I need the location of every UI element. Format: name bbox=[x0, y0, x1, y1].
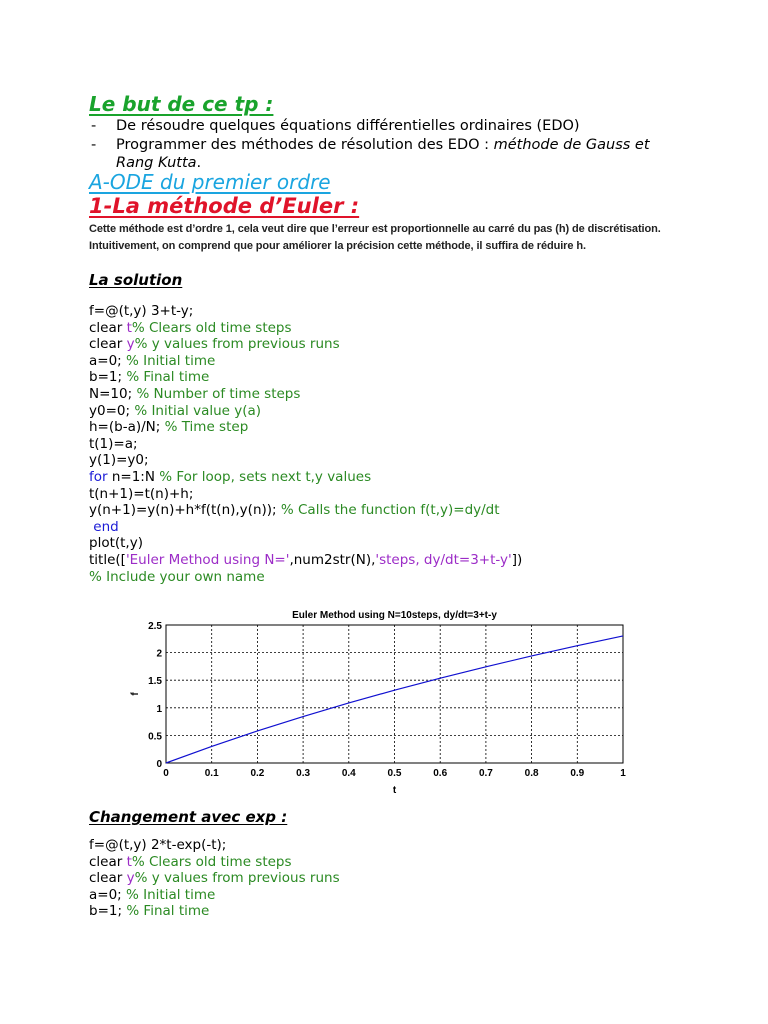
y-tick-label: 2.5 bbox=[148, 621, 162, 632]
code-token: for bbox=[89, 468, 108, 485]
code-line bbox=[89, 552, 522, 569]
code-line bbox=[89, 870, 340, 887]
code-token: t bbox=[126, 319, 132, 336]
code-line bbox=[89, 320, 522, 337]
code-token: f=@(t,y) 3+t-y; bbox=[89, 303, 194, 319]
code-line bbox=[89, 303, 522, 320]
goal-item-1: - De résoudre quelques équations différentielles ordinaires (EDO) bbox=[91, 118, 580, 134]
code-token: % y values from previous runs bbox=[134, 870, 340, 887]
x-tick-label: 0.9 bbox=[570, 768, 585, 779]
code-token: a=0; bbox=[89, 352, 127, 369]
euler-chart bbox=[118, 604, 638, 794]
y-tick-label: 0.5 bbox=[148, 731, 162, 743]
code-token: y(n+1)=y(n)+h*f(t(n),y(n)); bbox=[89, 502, 281, 519]
code-line bbox=[89, 469, 522, 486]
code-token: % Time step bbox=[164, 419, 249, 436]
code-line bbox=[89, 519, 522, 536]
code-token: t(1)=a; bbox=[89, 435, 138, 452]
section-euler-heading: 1-La méthode d’Euler : bbox=[89, 194, 360, 218]
code-line bbox=[89, 369, 522, 386]
code-line bbox=[89, 854, 340, 871]
code-line bbox=[89, 569, 522, 586]
code-token: % Final time bbox=[126, 369, 210, 386]
code-line bbox=[89, 452, 522, 469]
code-block-euler bbox=[89, 303, 522, 585]
code-line bbox=[89, 336, 522, 353]
code-token: ]) bbox=[511, 551, 523, 568]
x-tick-label: 0.6 bbox=[433, 768, 448, 779]
solution-heading: La solution bbox=[89, 271, 183, 289]
code-token: f=@(t,y) 2*t-exp(-t); bbox=[89, 837, 227, 853]
code-line bbox=[89, 502, 522, 519]
code-token: y bbox=[126, 870, 135, 887]
code-token: t bbox=[126, 853, 132, 870]
y-tick-label: 1 bbox=[156, 703, 162, 715]
code-token: % Final time bbox=[126, 903, 210, 920]
code-token: % y values from previous runs bbox=[134, 336, 340, 353]
x-tick-label: 0.5 bbox=[387, 768, 402, 779]
code-line bbox=[89, 436, 522, 453]
y-axis-label: f bbox=[130, 692, 141, 696]
code-token: % Number of time steps bbox=[136, 385, 301, 402]
code-line bbox=[89, 903, 340, 920]
code-line bbox=[89, 386, 522, 403]
code-token: ,num2str(N), bbox=[289, 551, 376, 568]
code-token: plot(t,y) bbox=[89, 535, 143, 552]
code-token: b=1; bbox=[89, 903, 127, 920]
y-tick-label: 1.5 bbox=[148, 676, 162, 688]
code-token: clear bbox=[89, 336, 127, 353]
goal-item-italic: méthode de Gauss et Rang Kutta bbox=[116, 137, 650, 171]
x-tick-label: 0.2 bbox=[250, 768, 265, 779]
code-line bbox=[89, 403, 522, 420]
code-line bbox=[89, 535, 522, 552]
x-tick-label: 0 bbox=[163, 768, 169, 779]
x-tick-label: 0.7 bbox=[478, 768, 493, 779]
code-token: % Clears old time steps bbox=[131, 319, 292, 336]
x-axis-label: t bbox=[392, 785, 397, 794]
code-token: a=0; bbox=[89, 886, 127, 903]
x-tick-label: 0.3 bbox=[296, 768, 311, 779]
code-token: title([ bbox=[89, 551, 126, 568]
goal-item-text: Programmer des méthodes de résolution des EDO : bbox=[116, 137, 494, 153]
code-token: % Clears old time steps bbox=[131, 853, 292, 870]
x-tick-label: 0.8 bbox=[524, 768, 539, 779]
code-token: N=10; bbox=[89, 385, 137, 402]
code-token: h=(b-a)/N; bbox=[89, 419, 165, 436]
code-token: 'Euler Method using N=' bbox=[125, 551, 290, 568]
code-token: % Include your own name bbox=[89, 568, 265, 585]
code-token: % Initial time bbox=[126, 352, 216, 369]
code-token: % Initial time bbox=[126, 886, 216, 903]
code-token: clear bbox=[89, 870, 127, 887]
code-token: y0=0; bbox=[89, 402, 135, 419]
goal-item-2: - Programmer des méthodes de résolution des EDO : méthode de Gauss et Rang Kutta. bbox=[91, 137, 650, 171]
goal-item-text: De résoudre quelques équations différentielles ordinaires (EDO) bbox=[116, 118, 580, 134]
x-tick-label: 0.1 bbox=[204, 768, 219, 779]
code-line bbox=[89, 887, 340, 904]
code-token: % Calls the function f(t,y)=dy/dt bbox=[280, 502, 500, 519]
y-tick-label: 0 bbox=[156, 759, 162, 770]
euler-description: Cette méthode est d’ordre 1, cela veut dire que l’erreur est proportionnelle au carré du pas (h) de discrétisation. Intuitivement, on comprend que pour améliorer la précision cette méthode, il suffira de réduire h. bbox=[89, 223, 661, 252]
code-token: clear bbox=[89, 853, 127, 870]
goal-heading: Le but de ce tp : bbox=[89, 92, 274, 116]
code-line bbox=[89, 486, 522, 503]
change-heading: Changement avec exp : bbox=[89, 808, 288, 826]
code-token: % For loop, sets next t,y values bbox=[159, 468, 372, 485]
code-token: % Initial value y(a) bbox=[134, 402, 262, 419]
code-line bbox=[89, 419, 522, 436]
code-token: end bbox=[89, 518, 119, 535]
chart-title: Euler Method using N=10steps, dy/dt=3+t-y bbox=[292, 610, 497, 621]
goal-list bbox=[89, 117, 689, 173]
goal-item-tail: . bbox=[196, 155, 202, 171]
y-tick-label: 2 bbox=[156, 648, 162, 660]
code-token: t(n+1)=t(n)+h; bbox=[89, 485, 194, 502]
code-line bbox=[89, 353, 522, 370]
x-tick-label: 1 bbox=[620, 768, 626, 779]
code-block-exp bbox=[89, 837, 340, 920]
code-token: clear bbox=[89, 319, 127, 336]
code-token: y bbox=[126, 336, 135, 353]
x-tick-label: 0.4 bbox=[341, 768, 356, 779]
code-token: n=1:N bbox=[107, 468, 160, 485]
section-ode-heading: A-ODE du premier ordre bbox=[89, 170, 331, 194]
code-token: y(1)=y0; bbox=[89, 452, 149, 469]
code-token: 'steps, dy/dt=3+t-y' bbox=[375, 551, 512, 568]
code-token: b=1; bbox=[89, 369, 127, 386]
code-line bbox=[89, 837, 340, 854]
